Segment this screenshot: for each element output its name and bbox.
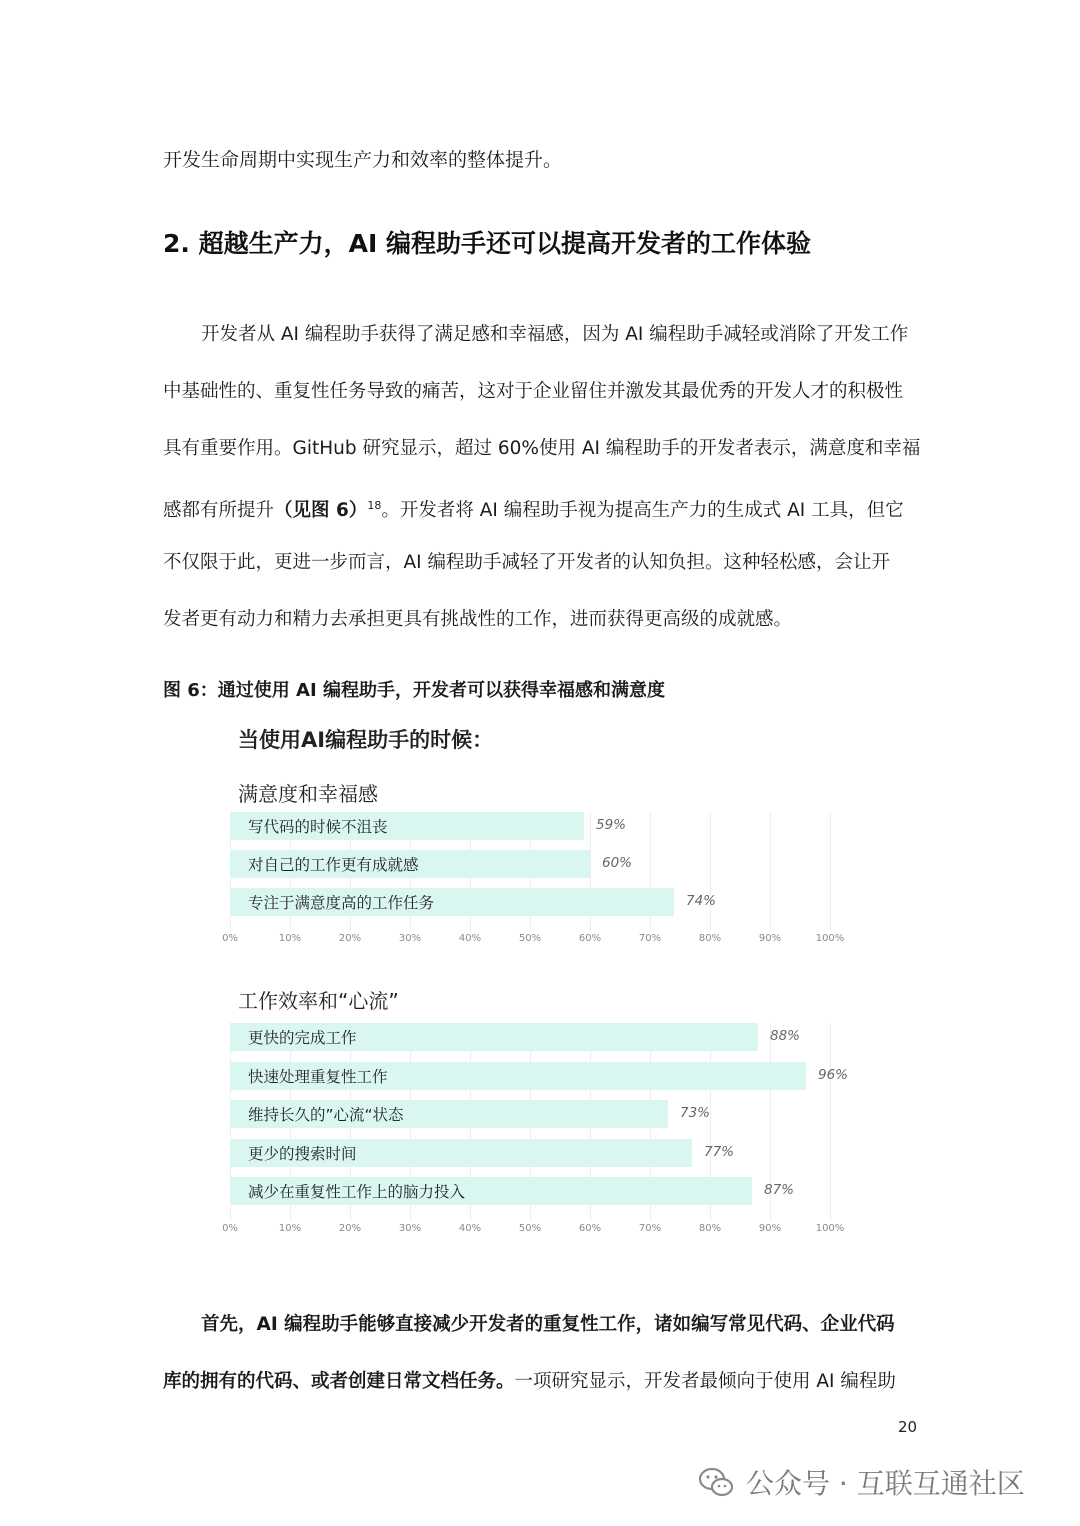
footnote-ref[interactable]: 18 <box>367 499 382 512</box>
body-text-segment: 一项研究显示，开发者最倾向于使用 AI 编程助 <box>514 1371 896 1392</box>
body-text-segment: 。开发者将 AI 编程助手视为提高生产力的生成式 AI 工具，但它 <box>381 500 904 521</box>
chart-productivity <box>222 1023 849 1241</box>
bar-label: 减少在重复性工作上的脑力投入 <box>248 1183 466 1201</box>
tick-label: 40% <box>458 1223 482 1234</box>
tick-label: 40% <box>458 933 482 944</box>
data-label: 60% <box>602 855 633 871</box>
tick-label: 10% <box>278 933 302 944</box>
grid-line <box>830 1023 831 1221</box>
grid-line <box>830 812 831 931</box>
tick-label: 30% <box>398 933 422 944</box>
data-label: 87% <box>764 1182 795 1198</box>
wechat-icon <box>696 1462 736 1502</box>
bar-label: 专注于满意度高的工作任务 <box>248 894 435 912</box>
body-line: 中基础性的、重复性任务导致的痛苦，这对于企业留住并激发其最优秀的开发人才的积极性 <box>163 381 904 402</box>
tick-label: 20% <box>338 1223 362 1234</box>
figure-reference[interactable]: （见图 6） <box>274 500 368 521</box>
chart-2-subtitle: 工作效率和“心流” <box>238 989 399 1013</box>
chart-1-subtitle: 满意度和幸福感 <box>238 782 378 806</box>
tick-label: 50% <box>518 1223 542 1234</box>
body-line <box>163 477 923 534</box>
body-line: 开发者从 AI 编程助手获得了满足感和幸福感，因为 AI 编程助手减轻或消除了开发工作 <box>201 324 909 345</box>
tick-label: 80% <box>698 933 722 944</box>
bottom-paragraph <box>163 1296 923 1410</box>
tick-label: 100% <box>815 933 845 944</box>
x-axis <box>222 933 845 949</box>
bar-label: 对自己的工作更有成就感 <box>248 856 419 874</box>
chart-satisfaction <box>222 812 845 952</box>
data-label: 77% <box>704 1143 735 1160</box>
data-label: 59% <box>596 817 627 833</box>
body-line: 具有重要作用。GitHub 研究显示，超过 60%使用 AI 编程助手的开发者表示，满意度和幸福 <box>163 438 921 459</box>
watermark <box>696 1460 1025 1504</box>
tick-label: 10% <box>278 1223 302 1234</box>
chart-title: 当使用AI编程助手的时候： <box>238 728 494 752</box>
data-label: 96% <box>818 1066 849 1083</box>
tick-label: 60% <box>578 933 602 944</box>
bar-label: 维持长久的”心流“状态 <box>248 1106 404 1124</box>
figure-caption: 图 6：通过使用 AI 编程助手，开发者可以获得幸福感和满意度 <box>163 680 665 701</box>
bar-label: 更少的搜索时间 <box>248 1144 357 1163</box>
body-line <box>163 1353 923 1410</box>
bar-label: 更快的完成工作 <box>248 1029 357 1047</box>
tick-label: 70% <box>638 933 662 944</box>
tick-label: 0% <box>222 1223 238 1234</box>
tick-label: 90% <box>758 1223 782 1234</box>
data-label: 88% <box>770 1028 801 1044</box>
section-heading: 2. 超越生产力，AI 编程助手还可以提高开发者的工作体验 <box>163 229 811 258</box>
tick-label: 20% <box>338 933 362 944</box>
tick-label: 90% <box>758 933 782 944</box>
data-label: 73% <box>680 1105 711 1121</box>
tick-label: 30% <box>398 1223 422 1234</box>
tick-label: 80% <box>698 1223 722 1234</box>
grid-line <box>770 812 771 931</box>
tick-label: 50% <box>518 933 542 944</box>
intro-tail-text: 开发生命周期中实现生产力和效率的整体提升。 <box>163 149 563 171</box>
body-paragraph <box>163 306 923 648</box>
x-axis <box>222 1223 845 1239</box>
body-line: 发者更有动力和精力去承担更具有挑战性的工作，进而获得更高级的成就感。 <box>163 609 793 630</box>
tick-label: 100% <box>815 1223 845 1234</box>
data-label: 74% <box>686 893 717 909</box>
body-line: 不仅限于此，更进一步而言，AI 编程助手减轻了开发者的认知负担。这种轻松感，会让开 <box>163 552 890 573</box>
watermark-text: 公众号 · 互联互通社区 <box>746 1467 1025 1500</box>
body-text-segment: 感都有所提升 <box>163 500 275 521</box>
tick-label: 60% <box>578 1223 602 1234</box>
bar-label: 写代码的时候不沮丧 <box>248 818 388 836</box>
tick-label: 70% <box>638 1223 662 1234</box>
bar-label: 快速处理重复性工作 <box>248 1067 388 1086</box>
body-text-segment: 库的拥有的代码、或者创建日常文档任务。 <box>163 1371 515 1392</box>
tick-label: 0% <box>222 933 238 944</box>
body-line: 首先，AI 编程助手能够直接减少开发者的重复性工作，诸如编写常见代码、企业代码 <box>201 1314 895 1335</box>
page-number: 20 <box>898 1418 918 1436</box>
